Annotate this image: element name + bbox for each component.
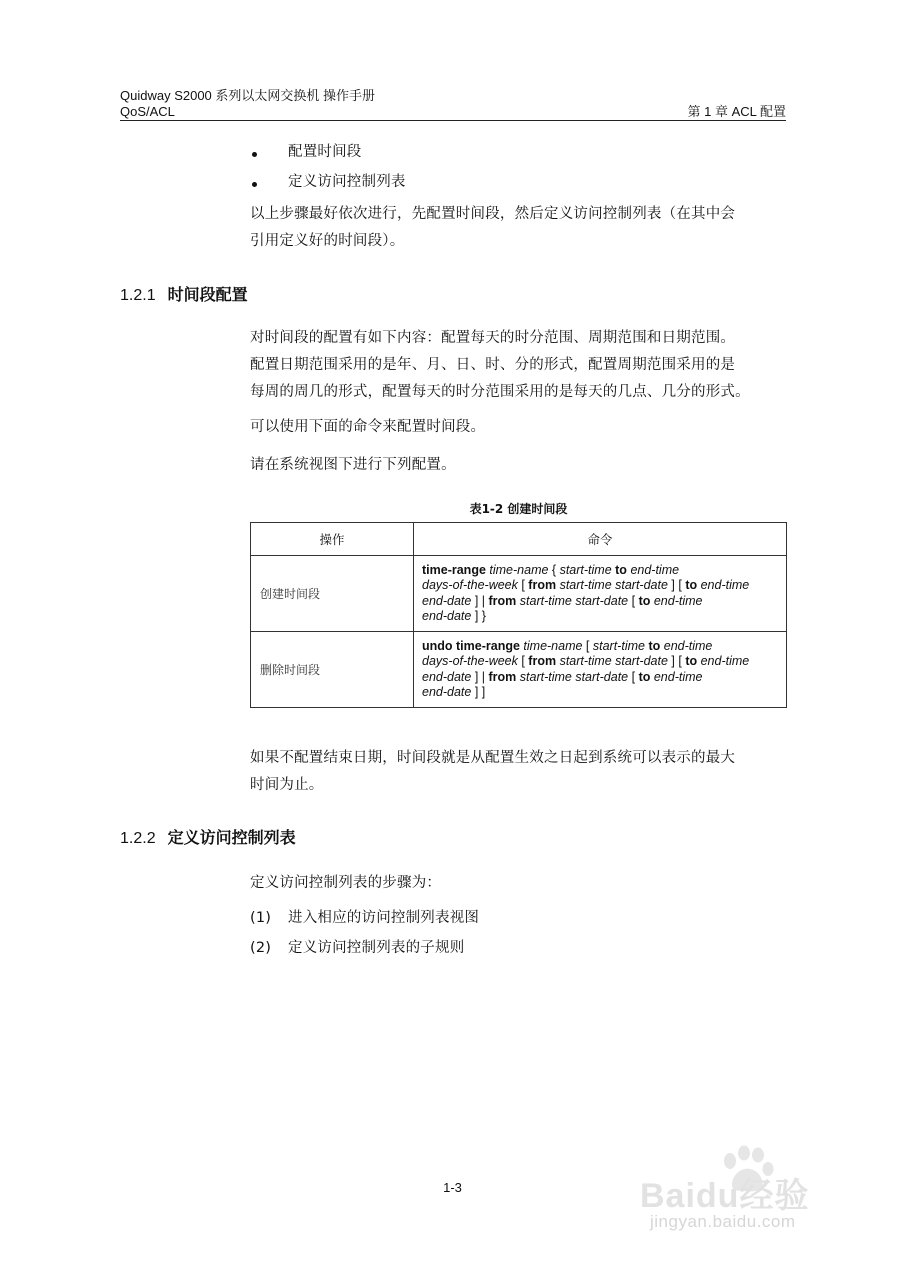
- cmd-arg: end-time: [663, 638, 713, 653]
- section-number: 1.2.1: [120, 287, 156, 304]
- para-line: 配置日期范围采用的是年、月、日、时、分的形式，配置周期范围采用的是: [250, 357, 736, 373]
- command-table: [250, 522, 787, 708]
- section-title: 时间段配置: [167, 287, 248, 304]
- watermark-url: jingyan.baidu.com: [650, 1212, 796, 1231]
- step-text: 进入相应的访问控制列表视图: [288, 910, 480, 926]
- header-rule: [120, 120, 786, 121]
- cmd-text: {: [548, 562, 560, 577]
- cmd-text: ] |: [471, 669, 489, 684]
- bullet-item: 配置时间段: [288, 144, 362, 160]
- cmd-text: [: [517, 578, 529, 592]
- table-row: [251, 632, 787, 708]
- intro-line: 以上步骤最好依次进行，先配置时间段，然后定义访问控制列表（在其中会: [250, 206, 736, 222]
- cmd-arg: end-time: [653, 593, 703, 608]
- para-line: 请在系统视图下进行下列配置。: [250, 457, 456, 473]
- header-product: Quidway S2000 系列以太网交换机 操作手册: [120, 88, 376, 103]
- table-caption: 表1-2 创建时间段: [469, 502, 568, 516]
- para-line: 定义访问控制列表的步骤为：: [250, 875, 442, 891]
- table-header-row: [251, 523, 787, 556]
- para-line: 每周的周几的形式，配置每天的时分范围采用的是每天的几点、几分的形式。: [250, 384, 750, 400]
- para-line: 对时间段的配置有如下内容：配置每天的时分范围、周期范围和日期范围。: [250, 330, 736, 346]
- section-heading-1-2-1: [120, 282, 248, 305]
- cmd-text: ] [: [667, 578, 686, 592]
- cmd-arg: end-time: [630, 562, 680, 577]
- cmd-text: ] ]: [471, 685, 486, 699]
- cmd-keyword: to: [638, 593, 651, 608]
- cmd-arg: start-time start-date: [519, 669, 629, 684]
- command-cell: [414, 632, 787, 708]
- intro-line: 引用定义好的时间段）。: [250, 233, 405, 249]
- cmd-arg: end-date: [422, 609, 472, 623]
- cmd-keyword: to: [638, 669, 651, 684]
- cmd-arg: days-of-the-week: [422, 578, 518, 592]
- cmd-keyword: to: [648, 638, 661, 653]
- step-number: (1): [250, 910, 272, 926]
- header-chapter: 第 1 章 ACL 配置: [687, 104, 786, 119]
- cmd-arg: end-time: [700, 654, 750, 668]
- cmd-keyword: from: [528, 578, 557, 592]
- cmd-text: [: [582, 638, 593, 653]
- para-line: 可以使用下面的命令来配置时间段。: [250, 419, 486, 435]
- cmd-text: [: [628, 669, 639, 684]
- col-header-operation: 操作: [251, 523, 414, 556]
- operation-cell: 创建时间段: [251, 556, 414, 632]
- para-line: 如果不配置结束日期，时间段就是从配置生效之日起到系统可以表示的最大: [250, 750, 736, 766]
- step-text: 定义访问控制列表的子规则: [288, 940, 465, 956]
- cmd-keyword: to: [685, 578, 698, 592]
- cmd-text: ] |: [471, 593, 489, 608]
- section-number: 1.2.2: [120, 830, 156, 847]
- section-heading-1-2-2: [120, 825, 296, 848]
- cmd-keyword: to: [615, 562, 627, 577]
- cmd-arg: time-name: [523, 638, 583, 653]
- cmd-text: ] [: [667, 654, 686, 668]
- cmd-keyword: from: [488, 669, 517, 684]
- cmd-keyword: from: [528, 654, 557, 668]
- cmd-keyword: time-range: [422, 562, 486, 577]
- cmd-text: [: [517, 654, 529, 668]
- cmd-arg: days-of-the-week: [422, 654, 518, 668]
- para-line: 时间为止。: [250, 777, 324, 793]
- operation-cell: 删除时间段: [251, 632, 414, 708]
- page-number: 1-3: [443, 1180, 462, 1195]
- cmd-arg: start-time: [592, 638, 645, 653]
- cmd-keyword: undo time-range: [422, 638, 520, 653]
- header-section: QoS/ACL: [120, 104, 175, 119]
- step-number: (2): [250, 940, 272, 956]
- cmd-text: [: [628, 593, 639, 608]
- section-title: 定义访问控制列表: [167, 830, 296, 847]
- cmd-arg: start-time: [559, 562, 612, 577]
- cmd-keyword: to: [685, 654, 698, 668]
- bullet-icon: [252, 152, 257, 157]
- cmd-arg: end-date: [422, 685, 472, 699]
- cmd-text: ] }: [471, 609, 486, 623]
- cmd-arg: start-time start-date: [519, 593, 629, 608]
- cmd-keyword: from: [488, 593, 517, 608]
- bullet-icon: [252, 182, 257, 187]
- bullet-item: 定义访问控制列表: [288, 174, 406, 190]
- table-row: [251, 556, 787, 632]
- col-header-command: 命令: [414, 523, 787, 556]
- cmd-arg: end-date: [422, 593, 472, 608]
- watermark-logo: Baidu经验: [640, 1177, 810, 1215]
- cmd-arg: time-name: [489, 562, 549, 577]
- cmd-arg: end-time: [700, 578, 750, 592]
- command-cell: [414, 556, 787, 632]
- cmd-arg: end-date: [422, 669, 472, 684]
- cmd-arg: start-time start-date: [559, 654, 668, 668]
- cmd-arg: end-time: [653, 669, 703, 684]
- cmd-arg: start-time start-date: [559, 578, 668, 592]
